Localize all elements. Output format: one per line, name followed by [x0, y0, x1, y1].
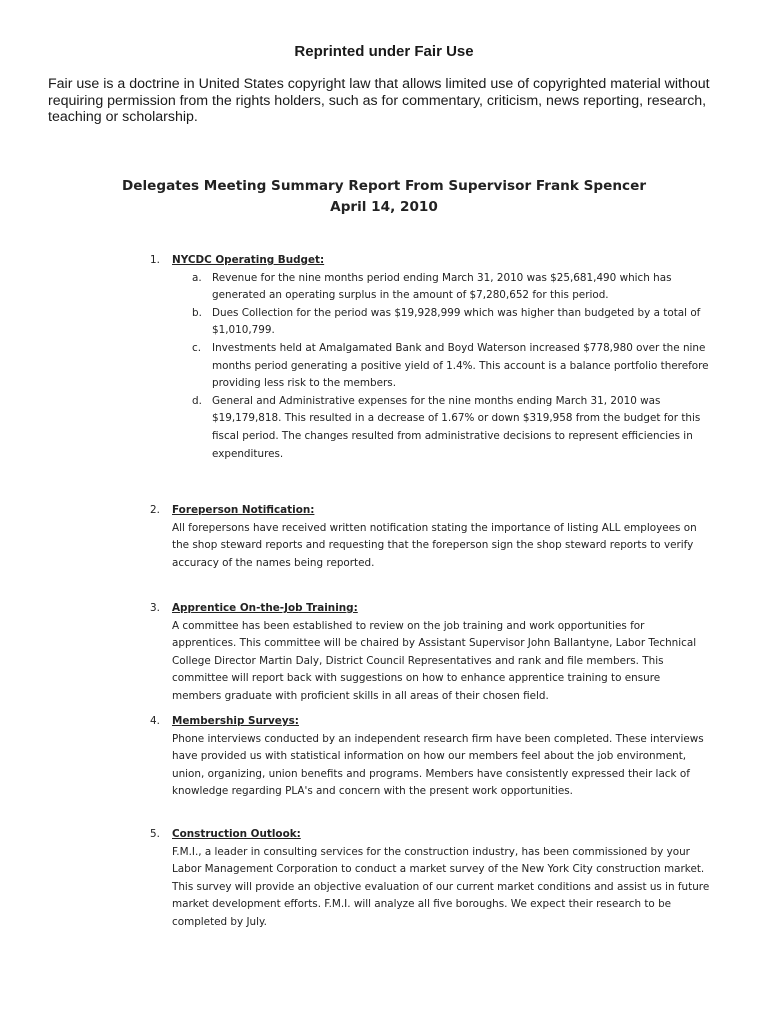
list-item: [192, 340, 710, 393]
item-text: Investments held at Amalgamated Bank and Boyd Waterson increased $778,980 over the nine months period generating a positive yield of 1.4%. This account is a balance portfolio therefore providing less risk to the members.: [212, 341, 709, 390]
section-operating-budget: [150, 252, 710, 463]
list-item: [192, 270, 710, 305]
section-heading: Foreperson Notification:: [172, 504, 315, 516]
report-title-line: Delegates Meeting Summary Report From Supervisor Frank Spencer: [121, 178, 647, 194]
section-body: F.M.I., a leader in consulting services for the construction industry, has been commissioned by your Labor Management Corporation to conduct a market survey of the New York City construction market. This survey will provide an objective evaluation of our current market conditions and assist us in future market development efforts. F.M.I. will analyze all five boroughs. We expect their research to be completed by July.: [172, 845, 710, 928]
item-text: Revenue for the nine months period ending March 31, 2010 was $25,681,490 which has generated an operating surplus in the amount of $7,280,652 for this period.: [212, 271, 672, 302]
fair-use-title: Reprinted under Fair Use: [294, 43, 474, 60]
section-heading: NYCDC Operating Budget:: [172, 254, 325, 266]
report: [0, 176, 768, 928]
fair-use-line: teaching or scholarship.: [48, 109, 198, 125]
fair-use-paragraph: [48, 76, 728, 126]
item-text: Dues Collection for the period was $19,928,999 which was higher than budgeted by a total of $1,010,799.: [212, 306, 701, 337]
section-number: 4.: [150, 715, 160, 727]
item-letter: c.: [192, 341, 202, 354]
list-item: [192, 393, 710, 463]
item-letter: b.: [192, 306, 202, 319]
section-number: 3.: [150, 602, 160, 614]
fair-use-line: Fair use is a doctrine in United States copyright law that allows limited use of copyrighted material without: [48, 76, 710, 92]
report-title: [0, 176, 768, 218]
section-body: All forepersons have received written notification stating the importance of listing ALL employees on the shop steward reports and requesting that the foreperson sign the shop steward reports to verify accuracy of the names being reported.: [172, 521, 697, 569]
section-foreperson-notification: [150, 502, 710, 572]
section-membership-surveys: [150, 713, 710, 801]
item-letter: d.: [192, 394, 202, 407]
section-number: 2.: [150, 504, 160, 516]
report-date: April 14, 2010: [330, 199, 438, 215]
section-heading: Membership Surveys:: [172, 715, 299, 727]
section-body: A committee has been established to review on the job training and work opportunities for apprentices. This committee will be chaired by Assistant Supervisor John Ballantyne, Labor Technical College Director Martin Daly, District Council Representatives and rank and file members. This committee will report back with suggestions on how to enhance apprentice training to ensure members graduate with proficient skills in all areas of their chosen field.: [172, 619, 697, 702]
section-number: 1.: [150, 254, 160, 266]
section-heading: Construction Outlook:: [172, 828, 301, 840]
list-item: [192, 305, 710, 340]
section-body: Phone interviews conducted by an independent research firm have been completed. These interviews have provided us with statistical information on how our members feel about the job environment, union, organizing, union benefits and programs. Members have consistently expressed their lack of knowledge regarding PLA's and concern with the present work opportunities.: [172, 732, 704, 798]
item-letter: a.: [192, 271, 202, 284]
fair-use-line: requiring permission from the rights holders, such as for commentary, criticism, news reporting, research,: [48, 92, 707, 109]
section-number: 5.: [150, 828, 160, 840]
section-construction-outlook: [150, 826, 710, 932]
section-apprentice-training: [150, 600, 710, 706]
item-text: General and Administrative expenses for the nine months ending March 31, 2010 was $19,179,818. This resulted in a decrease of 1.67% or down $319,958 from the budget for this fiscal period. The changes resulted from administrative decisions to represent efficiencies in expenditures.: [212, 394, 701, 460]
section-heading: Apprentice On-the-Job Training:: [172, 602, 358, 614]
